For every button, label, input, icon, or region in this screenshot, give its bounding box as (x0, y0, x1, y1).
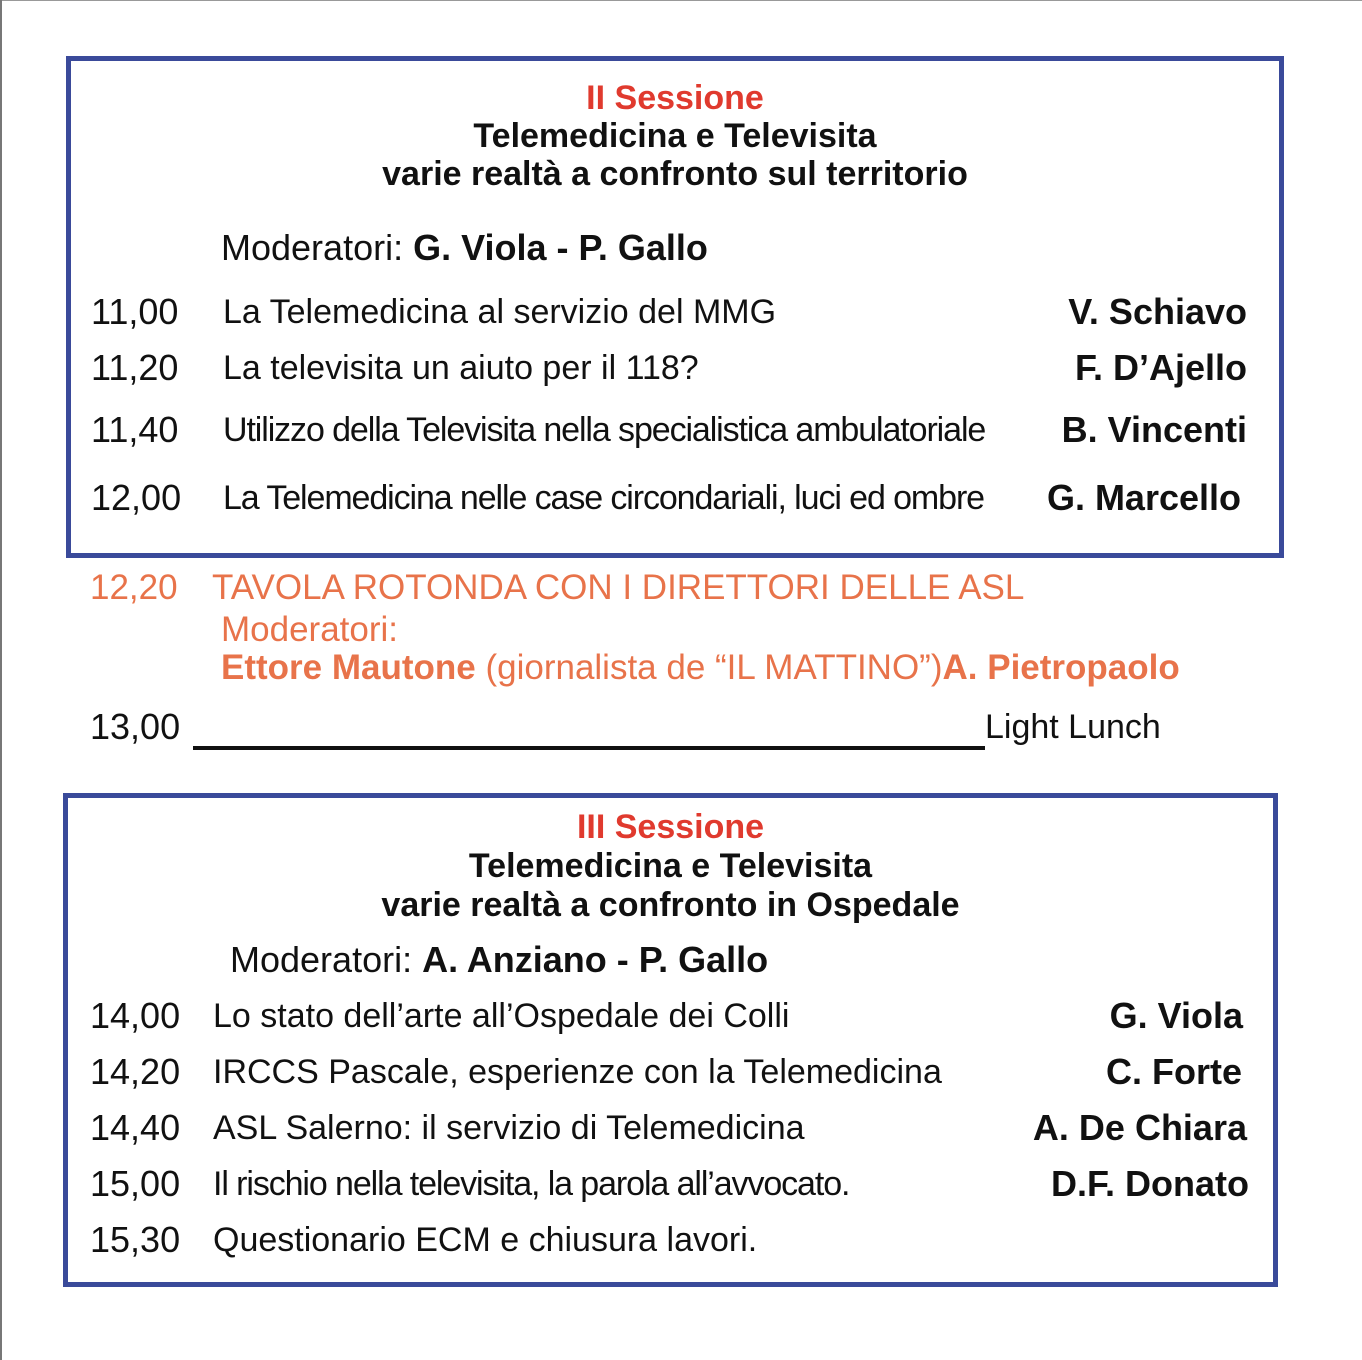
session-3-item (68, 1107, 1273, 1153)
item-title: Questionario ECM e chiusura lavori. (213, 1221, 758, 1259)
session-2-item (71, 409, 1279, 455)
item-time: 11,40 (91, 409, 179, 450)
item-speaker: C. Forte (1105, 1051, 1242, 1092)
session-2-subtitle-1: Telemedicina e Televisita (473, 117, 877, 155)
item-speaker: F. D’Ajello (1074, 347, 1247, 388)
session-3-name: III Sessione (576, 808, 765, 846)
item-title: Lo stato dell’arte all’Ospedale dei Colli (213, 997, 790, 1035)
moderators-names: A. Anziano - P. Gallo (422, 939, 769, 980)
round-table-time: 12,20 (90, 568, 178, 607)
session-2-item (71, 291, 1279, 337)
item-title: La Telemedicina al servizio del MMG (223, 293, 777, 331)
item-speaker: V. Schiavo (1068, 291, 1247, 332)
item-speaker: G. Marcello (1046, 477, 1241, 518)
item-speaker: A. De Chiara (1032, 1107, 1247, 1148)
round-table-moderators-label: Moderatori: (221, 610, 399, 649)
session-2-name: II Sessione (586, 79, 764, 117)
session-2-item (71, 477, 1279, 523)
session-3-moderators (230, 939, 768, 981)
item-time: 11,20 (91, 347, 179, 388)
moderators-label: Moderatori: (230, 939, 413, 980)
session-2-subtitle-2: varie realtà a confronto sul territorio (382, 155, 968, 193)
moderator-2: A. Pietropaolo (942, 648, 1180, 687)
session-3-item (68, 1051, 1273, 1097)
lunch-time: 13,00 (90, 706, 181, 747)
item-time: 12,00 (91, 477, 182, 518)
lunch-row (90, 706, 1290, 756)
moderator-1: Ettore Mautone (221, 648, 476, 687)
item-time: 15,00 (90, 1163, 181, 1204)
session-2-moderators (221, 227, 708, 269)
lunch-label: Light Lunch (985, 708, 1161, 746)
item-title: Utilizzo della Televisita nella specialistica ambulatoriale (223, 411, 986, 449)
item-title: ASL Salerno: il servizio di Telemedicina (213, 1109, 805, 1147)
item-time: 14,20 (90, 1051, 181, 1092)
session-3-item (68, 995, 1273, 1041)
item-speaker: G. Viola (1109, 995, 1243, 1036)
session-3-subtitle-1: Telemedicina e Televisita (468, 847, 873, 885)
item-speaker: B. Vincenti (1061, 409, 1247, 450)
round-table-title: TAVOLA ROTONDA CON I DIRETTORI DELLE ASL (212, 568, 1025, 607)
moderators-label: Moderatori: (221, 227, 404, 268)
moderators-names: G. Viola - P. Gallo (413, 227, 708, 268)
item-time: 14,40 (90, 1107, 181, 1148)
item-time: 15,30 (90, 1219, 181, 1260)
item-title: La televisita un aiuto per il 118? (223, 349, 699, 387)
session-3-subtitle-2: varie realtà a confronto in Ospedale (381, 886, 960, 924)
item-title: Il rischio nella televisita, la parola all’avvocato. (213, 1165, 850, 1203)
session-2-box (66, 56, 1284, 558)
round-table-panel (221, 648, 1180, 688)
item-time: 11,00 (91, 291, 179, 332)
item-time: 14,00 (90, 995, 181, 1036)
item-title: IRCCS Pascale, esperienze con la Telemedicina (213, 1053, 942, 1091)
session-3-box (63, 793, 1278, 1287)
session-3-item (68, 1163, 1273, 1209)
page-top-border (0, 0, 1362, 1)
moderator-1-note: (giornalista de “IL MATTINO”) (475, 648, 943, 687)
item-title: La Telemedicina nelle case circondariali, luci ed ombre (223, 479, 984, 517)
session-3-item (68, 1219, 1273, 1265)
lunch-divider (193, 746, 985, 750)
item-speaker: D.F. Donato (1051, 1163, 1249, 1204)
session-2-item (71, 347, 1279, 393)
page-left-border (0, 0, 2, 1360)
